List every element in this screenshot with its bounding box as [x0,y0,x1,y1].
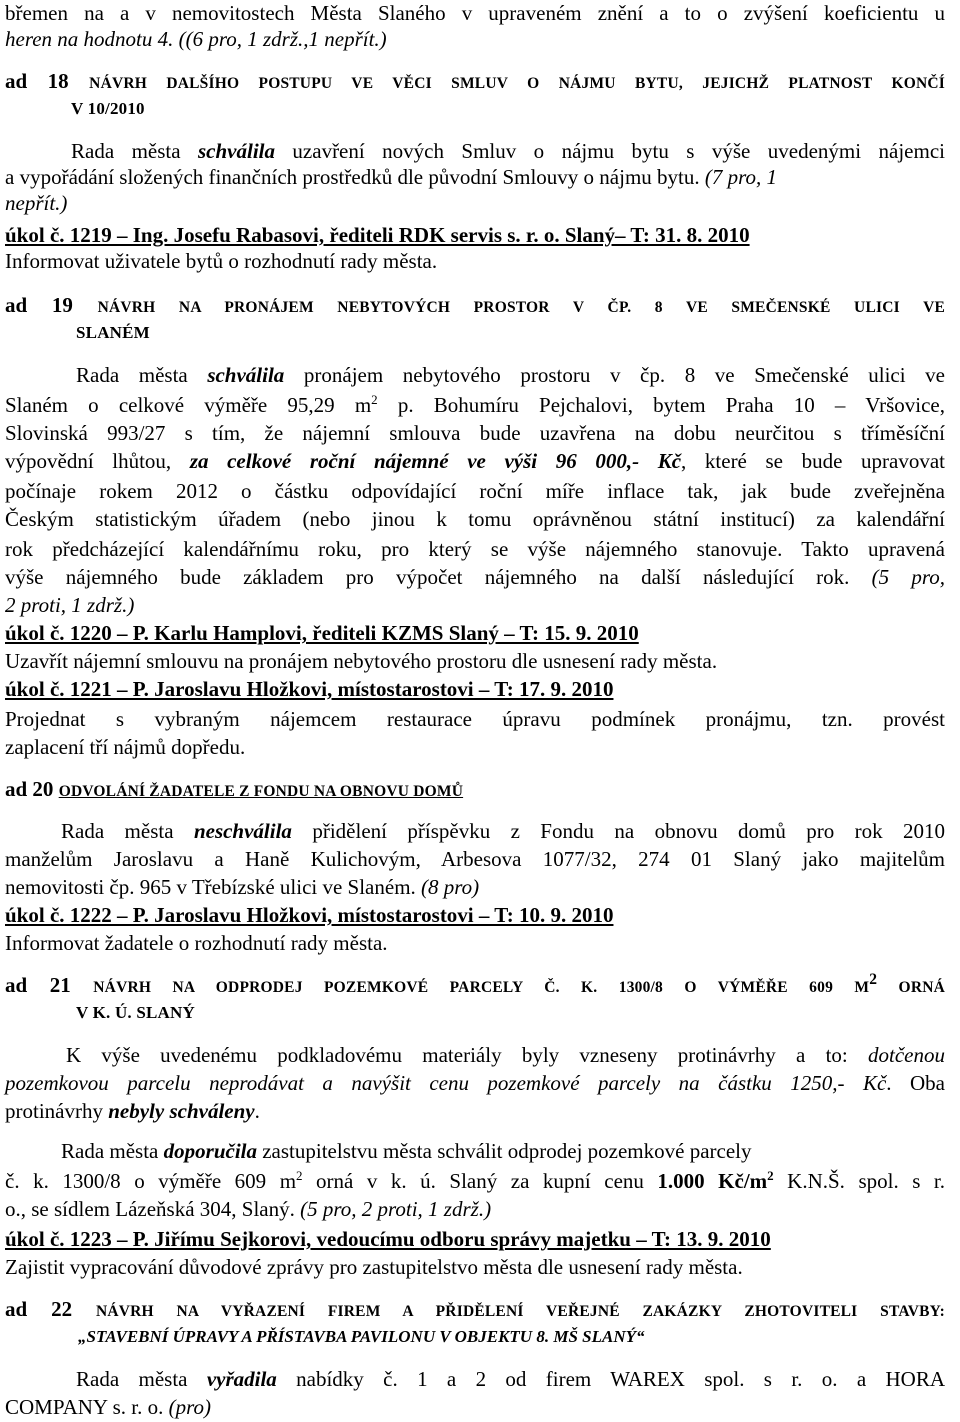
section-heading-20 [5,776,945,805]
task-heading: úkol č. 1223 – P. Jiřímu Sejkorovi, vedoucímu odboru správy majetku – T: 13. 9. 2010 [5,1227,771,1251]
paragraph-line: Rada města schválila uzavření nových Smluv o nájmu bytu s výše uvedenými nájemci [71,139,945,163]
task-heading: úkol č. 1219 – Ing. Josefu Rabasovi, řediteli RDK servis s. r. o. Slaný– T: 31. 8. 2010 [5,223,750,247]
task-text: Projednat s vybraným nájemcem restaurace úpravu podmínek pronájmu, tzn. provést [5,707,945,731]
task-heading: úkol č. 1222 – P. Jaroslavu Hložkovi, místostarostovi – T: 10. 9. 2010 [5,903,614,927]
section-title: NÁVRH NA VYŘAZENÍ FIREM A PŘIDĚLENÍ VEŘEJNÉ ZAKÁZKY ZHOTOVITELI STAVBY: [95,1303,945,1320]
section-number: ad 20 [5,777,54,801]
paragraph-line: Slaném o celkové výměře 95,29 $m^2$ p. Bohumíru Pejchalovi, bytem Praha 10 – Vršovice, [5,392,945,417]
vote-result: nepřít.) [5,191,68,215]
paragraph-line: č. k. 1300/8 o výměře 609 $m^2$ orná v k. ú. Slaný za kupní cenu 1.000 $Kč/m^2$ K.N.Š. spol. s r. [5,1168,945,1193]
section-heading-19 [5,292,945,321]
section-title-cont: V K. Ú. SLANÝ [76,1003,195,1022]
section-title-cont: „STAVEBNÍ ÚPRAVY A PŘÍSTAVBA PAVILONU V OBJEKTU 8. MŠ SLANÝ“ [78,1327,645,1346]
paragraph-line: počínaje rokem 2012 o částku odpovídající roční míře inflace tak, jak bude zveřejněna [5,479,945,503]
section-title-cont: SLANÉM [76,323,150,342]
task-text: Uzavřít nájemní smlouvu na pronájem nebytového prostoru dle usnesení rady města. [5,649,718,673]
paragraph-line: o., se sídlem Lázeňská 304, Slaný. (5 pro, 2 proti, 1 zdrž.) [5,1197,492,1221]
paragraph-line: protinávrhy nebyly schváleny. [5,1099,260,1123]
task-heading: úkol č. 1220 – P. Karlu Hamplovi, řediteli KZMS Slaný – T: 15. 9. 2010 [5,621,639,645]
task-text: Informovat žadatele o rozhodnutí rady města. [5,931,388,955]
paragraph-line: Rada města doporučila zastupitelstvu města schválit odprodej pozemkové parcely [61,1139,752,1163]
paragraph-line: COMPANY s. r. o. (pro) [5,1395,211,1419]
section-number: ad 18 [5,69,69,93]
paragraph-line: Rada města vyřadila nabídky č. 1 a 2 od firem WAREX spol. s r. o. a HORA [76,1367,946,1391]
task-text: zaplacení tří nájmů dopředu. [5,735,246,759]
task-heading: úkol č. 1221 – P. Jaroslavu Hložkovi, místostarostovi – T: 17. 9. 2010 [5,677,614,701]
paragraph-line: K výše uvedenému podkladovému materiály byly vzneseny protinávrhy a to: dotčenou [66,1043,945,1067]
section-heading-18 [5,68,945,97]
paragraph-line: a vypořádání složených finančních prostředků dle původní Smlouvy o nájmu bytu. (7 pro, 1 [5,165,778,189]
paragraph-line: výše nájemného bude základem pro výpočet nájemného na další následující rok. (5 pro, [5,565,946,589]
paragraph-line: Českým statistickým úřadem (nebo jinou k tomu oprávněnou státní institucí) za kalendářní [5,507,945,531]
section-title: ODVOLÁNÍ ŽADATELE Z FONDU NA OBNOVU DOMŮ [58,783,464,800]
paragraph-line: Rada města schválila pronájem nebytového prostoru v čp. 8 ve Smečenské ulici ve [76,363,945,387]
paragraph-line: Rada města neschválila přidělení příspěvku z Fondu na obnovu domů pro rok 2010 [61,819,945,843]
section-number: ad 19 [5,293,73,317]
section-heading-21: ad 21 NÁVRH NA ODPRODEJ POZEMKOVÉ PARCELY Č. K. 1300/8 O VÝMĚŘE 609 $M^2$ ORNÁ [5,971,945,997]
section-heading-22 [5,1296,945,1325]
task-text: Zajistit vypracování důvodové zprávy pro zastupitelstvo města dle usnesení rady města. [5,1255,743,1279]
vote-result: 2 proti, 1 zdrž.) [5,593,135,617]
section-number: ad 22 [5,1297,73,1321]
paragraph-line: rok předcházející kalendářnímu roku, pro který se výše nájemného stanovuje. Takto upravená [5,537,945,561]
section-number: ad 21 [5,973,71,997]
section-title: NÁVRH NA PRONÁJEM NEBYTOVÝCH PROSTOR V ČP. 8 VE SMEČENSKÉ ULICI VE [97,299,946,316]
paragraph-line: nemovitosti čp. 965 v Třebízské ulici ve Slaném. (8 pro) [5,875,480,899]
paragraph-line: manželům Jaroslavu a Haně Kulichovým, Arbesova 1077/32, 274 01 Slaný jako majitelům [5,847,945,871]
paragraph-line: výpovědní lhůtou, za celkové roční nájemné ve výši 96 000,- Kč, které se bude upravovat [5,449,946,473]
paragraph-line: břemen na a v nemovitostech Města Slaného v upraveném znění a to o zvýšení koeficientu u [5,1,945,25]
section-title-cont: V 10/2010 [71,99,145,118]
paragraph-line: heren na hodnotu 4. ((6 pro, 1 zdrž.,1 nepřít.) [5,27,387,51]
section-title: NÁVRH NA ODPRODEJ POZEMKOVÉ PARCELY Č. K. 1300/8 O VÝMĚŘE 609 M [93,979,870,996]
task-text: Informovat uživatele bytů o rozhodnutí rady města. [5,249,438,273]
section-title: NÁVRH DALŠÍHO POSTUPU VE VĚCI SMLUV O NÁJMU BYTU, JEJICHŽ PLATNOST KONČÍ [89,75,945,92]
paragraph-line: Slovinská 993/27 s tím, že nájemní smlouva bude uzavřena na dobu neurčitou s tříměsíční [5,421,945,445]
paragraph-line: pozemkovou parcelu neprodávat a navýšit cenu pozemkové parcely na částku 1250,- Kč. Oba [5,1071,945,1095]
